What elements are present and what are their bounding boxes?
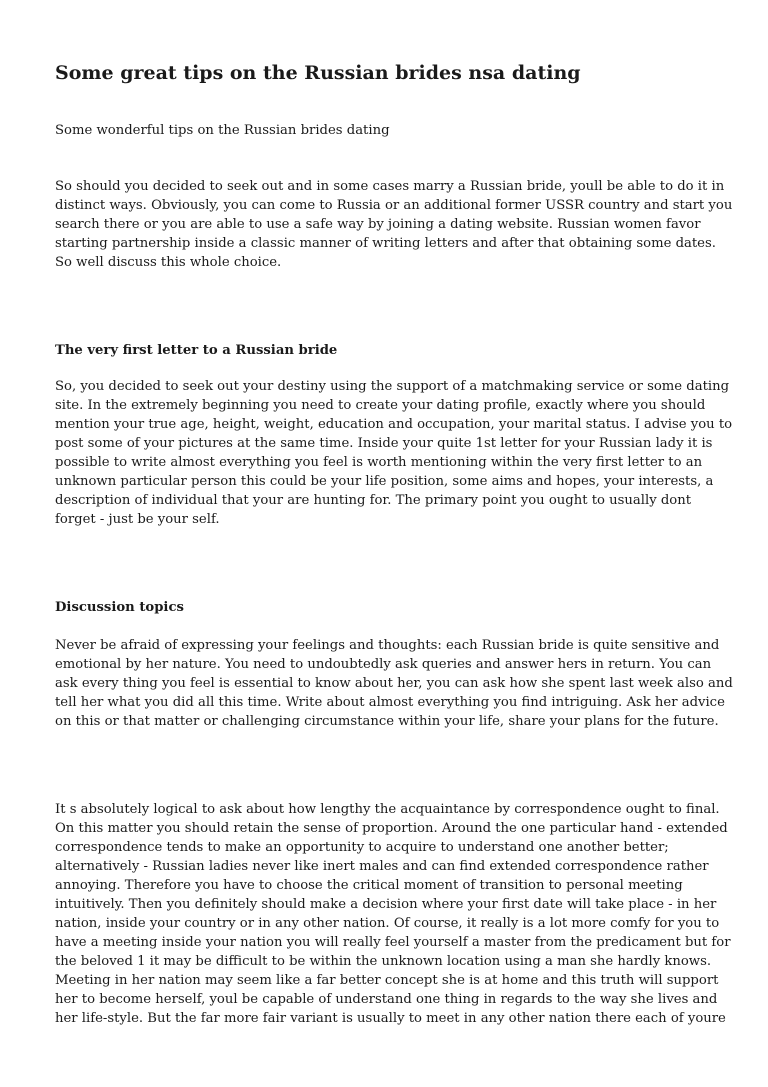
text-line: distinct ways. Obviously, you can come to Russia or an additional former USSR country and start you [55,198,733,213]
discussion-paragraph [55,636,733,731]
document-subtitle: Some wonderful tips on the Russian brides dating [55,123,390,138]
text-line: nation, inside your country or in any other nation. Of course, it really is a lot more comfy for you to [55,916,720,931]
text-line: her life-style. But the far more fair variant is usually to meet in any other nation there each of youre [55,1011,726,1026]
text-line: emotional by her nature. You need to undoubtedly ask queries and answer hers in return. You can [55,657,712,672]
text-line: So well discuss this whole choice. [55,255,282,270]
text-line: search there or you are able to use a safe way by joining a dating website. Russian women favor [55,217,701,232]
text-line: ask every thing you feel is essential to know about her, you can ask how she spent last week also and [55,676,733,691]
text-line: So should you decided to seek out and in some cases marry a Russian bride, youll be able to do it in [55,179,725,194]
text-line: forget - just be your self. [55,512,220,527]
first-letter-paragraph [55,377,733,529]
text-line: correspondence tends to make an opportunity to acquire to understand one another better; [55,840,669,855]
document-title: Some great tips on the Russian brides nsa dating [55,62,581,84]
text-line: have a meeting inside your nation you will really feel yourself a master from the predicament but for [55,935,731,950]
text-line: description of individual that your are hunting for. The primary point you ought to usually dont [55,493,692,508]
text-line: mention your true age, height, weight, education and occupation, your marital status. I advise you to [55,417,733,432]
correspondence-paragraph [55,800,731,1028]
text-line: Never be afraid of expressing your feelings and thoughts: each Russian bride is quite sensitive and [55,638,720,653]
text-line: site. In the extremely beginning you need to create your dating profile, exactly where you should [55,398,706,413]
text-line: her to become herself, youl be capable of understand one thing in regards to the way she lives and [55,992,718,1007]
text-line: starting partnership inside a classic manner of writing letters and after that obtaining some dates. [55,236,716,251]
text-line: unknown particular person this could be your life position, some aims and hopes, your interests, a [55,474,714,489]
text-line: Meeting in her nation may seem like a far better concept she is at home and this truth will support [55,973,719,988]
section-heading-discussion-topics: Discussion topics [55,600,184,615]
text-line: intuitively. Then you definitely should make a decision where your first date will take place - in her [55,897,717,912]
text-line: the beloved 1 it may be difficult to be within the unknown location using a man she hardly knows. [55,954,712,969]
text-line: alternatively - Russian ladies never like inert males and can find extended correspondence rather [55,859,709,874]
intro-paragraph [55,177,733,272]
text-line: annoying. Therefore you have to choose the critical moment of transition to personal meeting [55,878,683,893]
text-line: So, you decided to seek out your destiny using the support of a matchmaking service or some dating [55,379,730,394]
text-line: on this or that matter or challenging circumstance within your life, share your plans for the future. [55,714,719,729]
text-line: tell her what you did all this time. Write about almost everything you find intriguing. Ask her advice [55,695,725,710]
text-line: It s absolutely logical to ask about how lengthy the acquaintance by correspondence ought to final. [55,802,720,817]
text-line: possible to write almost everything you feel is worth mentioning within the very first letter to an [55,455,703,470]
text-line: post some of your pictures at the same time. Inside your quite 1st letter for your Russian lady it is [55,436,713,451]
text-line: On this matter you should retain the sense of proportion. Around the one particular hand - extended [55,821,728,836]
section-heading-first-letter: The very first letter to a Russian bride [55,343,338,358]
